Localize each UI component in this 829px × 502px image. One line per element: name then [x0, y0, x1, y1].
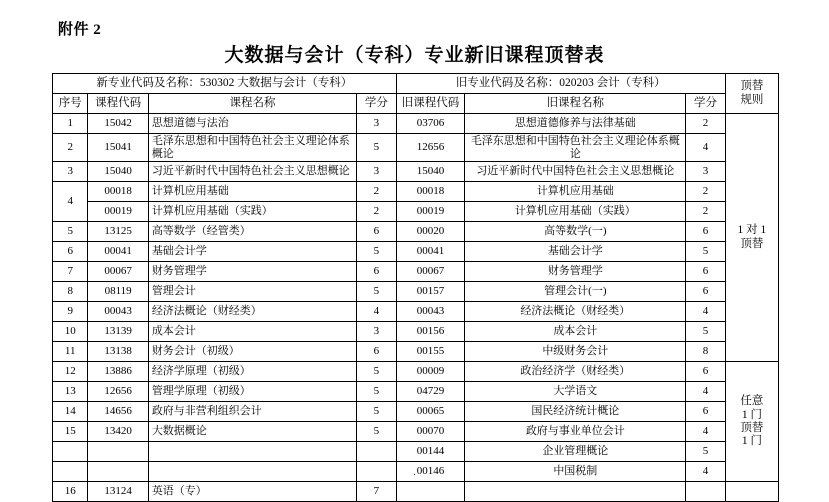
cell-old-code: 00065	[396, 402, 465, 422]
cell-old-name: 国民经济统计概论	[465, 402, 686, 422]
cell-old-code: 00018	[396, 182, 465, 202]
cell-old-credit: 5	[686, 442, 726, 462]
cell-old-code: 12656	[396, 134, 465, 162]
cell-new-code: 15040	[88, 162, 148, 182]
cell-old-name: 财务管理学	[465, 262, 686, 282]
cell-new-credit: 4	[357, 302, 397, 322]
cell-new-code: 00067	[88, 262, 148, 282]
cell-seq: 1	[53, 114, 88, 134]
cell-new-name: 财务会计（初级）	[148, 342, 356, 362]
cell-new-name: 财务管理学	[148, 262, 356, 282]
cell-old-name: 管理会计(一)	[465, 282, 686, 302]
cell-old-code: 00157	[396, 282, 465, 302]
cell-new-credit: 3	[357, 162, 397, 182]
table-row	[53, 382, 779, 402]
cell-old-credit: 6	[686, 222, 726, 242]
cell-old-code: 00019	[396, 202, 465, 222]
cell-new-credit: 2	[357, 202, 397, 222]
cell-old-name: 中级财务会计	[465, 342, 686, 362]
cell-seq: 8	[53, 282, 88, 302]
table-row	[53, 162, 779, 182]
cell-new-code: 00018	[88, 182, 148, 202]
cell-new-credit: 2	[357, 182, 397, 202]
cell-old-credit: 4	[686, 462, 726, 482]
table-row	[53, 222, 779, 242]
table-row	[53, 114, 779, 134]
cell-old-credit	[686, 482, 726, 502]
column-header-old-code: 旧课程代码	[396, 94, 465, 114]
cell-old-name: 企业管理概论	[465, 442, 686, 462]
table-row	[53, 402, 779, 422]
cell-new-code: 00019	[88, 202, 148, 222]
cell-old-name: 习近平新时代中国特色社会主义思想概论	[465, 162, 686, 182]
attachment-label: 附件 2	[58, 22, 102, 38]
course-substitution-table	[52, 73, 779, 502]
footer-mark: .	[413, 466, 416, 478]
rule-text-line2: 1 门	[741, 408, 762, 421]
cell-old-code: 00020	[396, 222, 465, 242]
cell-new-credit: 5	[357, 362, 397, 382]
cell-old-credit: 6	[686, 262, 726, 282]
table-row	[53, 202, 779, 222]
column-header-rule	[725, 74, 778, 114]
table-row	[53, 322, 779, 342]
cell-new-code: 13886	[88, 362, 148, 382]
cell-seq: 14	[53, 402, 88, 422]
cell-old-credit: 4	[686, 134, 726, 162]
cell-new-name: 思想道德与法治	[148, 114, 356, 134]
rule-text-line1: 1 对 1	[737, 224, 767, 237]
cell-old-name: 基础会计学	[465, 242, 686, 262]
cell-old-credit: 2	[686, 114, 726, 134]
table-row	[53, 242, 779, 262]
cell-old-credit: 6	[686, 282, 726, 302]
cell-old-credit: 2	[686, 202, 726, 222]
cell-new-credit: 5	[357, 242, 397, 262]
cell-old-name: 成本会计	[465, 322, 686, 342]
cell-new-name: 毛泽东思想和中国特色社会主义理论体系概论	[148, 134, 356, 162]
cell-seq: 11	[53, 342, 88, 362]
cell-old-code	[396, 482, 465, 502]
cell-old-code: 03706	[396, 114, 465, 134]
cell-new-code: 15041	[88, 134, 148, 162]
cell-new-name: 大数据概论	[148, 422, 356, 442]
cell-new-code: 13124	[88, 482, 148, 502]
cell-new-name: 经济法概论（财经类）	[148, 302, 356, 322]
cell-new-name: 管理学原理（初级）	[148, 382, 356, 402]
cell-new-code: 15042	[88, 114, 148, 134]
table-row	[53, 422, 779, 442]
cell-new-credit: 7	[357, 482, 397, 502]
cell-old-code: 00155	[396, 342, 465, 362]
cell-new-name: 成本会计	[148, 322, 356, 342]
cell-seq: 4	[53, 182, 88, 222]
column-header-seq: 序号	[53, 94, 88, 114]
cell-old-credit: 5	[686, 322, 726, 342]
cell-old-credit: 8	[686, 342, 726, 362]
cell-rule-one-to-one	[725, 114, 778, 362]
cell-old-name: 计算机应用基础	[465, 182, 686, 202]
cell-new-name: 高等数学（经管类）	[148, 222, 356, 242]
cell-new-code: 13138	[88, 342, 148, 362]
cell-new-credit: 5	[357, 422, 397, 442]
cell-seq	[53, 442, 88, 462]
cell-new-code: 00041	[88, 242, 148, 262]
cell-new-name: 计算机应用基础	[148, 182, 356, 202]
cell-old-code: 00070	[396, 422, 465, 442]
table-row	[53, 442, 779, 462]
cell-new-credit: 3	[357, 322, 397, 342]
cell-old-name: 毛泽东思想和中国特色社会主义理论体系概论	[465, 134, 686, 162]
cell-old-credit: 2	[686, 182, 726, 202]
table-column-header-row	[53, 94, 779, 114]
rule-text-line4: 1 门	[741, 435, 762, 447]
cell-new-code: 08119	[88, 282, 148, 302]
cell-new-credit: 6	[357, 262, 397, 282]
cell-new-code: 00043	[88, 302, 148, 322]
cell-new-code: 13125	[88, 222, 148, 242]
cell-old-code: 00156	[396, 322, 465, 342]
column-header-new-code: 课程代码	[88, 94, 148, 114]
cell-old-name	[465, 482, 686, 502]
cell-new-code: 13139	[88, 322, 148, 342]
cell-old-code: 00067	[396, 262, 465, 282]
column-header-old-name: 旧课程名称	[465, 94, 686, 114]
cell-old-code: 00043	[396, 302, 465, 322]
cell-old-code: 00041	[396, 242, 465, 262]
cell-old-name: 计算机应用基础（实践）	[465, 202, 686, 222]
table-row	[53, 262, 779, 282]
cell-old-name: 经济法概论（财经类）	[465, 302, 686, 322]
cell-old-credit: 6	[686, 362, 726, 382]
column-header-old-credit: 学分	[686, 94, 726, 114]
cell-seq: 13	[53, 382, 88, 402]
cell-new-name: 计算机应用基础（实践）	[148, 202, 356, 222]
table-row	[53, 482, 779, 502]
table-row	[53, 182, 779, 202]
table-row	[53, 302, 779, 322]
cell-new-name: 经济学原理（初级）	[148, 362, 356, 382]
cell-old-credit: 3	[686, 162, 726, 182]
cell-old-code: 04729	[396, 382, 465, 402]
table-row	[53, 362, 779, 382]
page-title: 大数据与会计（专科）专业新旧课程顶替表	[224, 45, 605, 66]
table-row	[53, 134, 779, 162]
table-group-header-row	[53, 74, 779, 94]
cell-new-name	[148, 442, 356, 462]
cell-new-code	[88, 442, 148, 462]
cell-seq: 9	[53, 302, 88, 322]
cell-seq: 15	[53, 422, 88, 442]
cell-new-credit: 5	[357, 402, 397, 422]
cell-new-name: 习近平新时代中国特色社会主义思想概论	[148, 162, 356, 182]
cell-seq: 2	[53, 134, 88, 162]
rule-text-line1: 任意	[740, 395, 764, 408]
cell-seq: 3	[53, 162, 88, 182]
cell-old-name: 政治经济学（财经类）	[465, 362, 686, 382]
cell-seq: 5	[53, 222, 88, 242]
cell-seq: 16	[53, 482, 88, 502]
cell-new-name: 管理会计	[148, 282, 356, 302]
group-header-new: 新专业代码及名称：530302 大数据与会计（专科）	[53, 74, 397, 94]
rule-text-line2: 顶替	[740, 237, 764, 250]
cell-new-code: 13420	[88, 422, 148, 442]
table-row	[53, 342, 779, 362]
cell-old-credit: 4	[686, 382, 726, 402]
cell-old-name: 高等数学(一)	[465, 222, 686, 242]
column-header-new-name: 课程名称	[148, 94, 356, 114]
rule-header-line2: 规则	[740, 93, 764, 106]
cell-new-credit: 3	[357, 114, 397, 134]
cell-rule-any-one	[725, 362, 778, 482]
cell-new-credit: 5	[357, 282, 397, 302]
cell-new-credit: 6	[357, 342, 397, 362]
cell-old-code: 00146	[396, 462, 465, 482]
cell-new-credit: 5	[357, 382, 397, 402]
cell-new-code: 12656	[88, 382, 148, 402]
cell-seq: 6	[53, 242, 88, 262]
cell-new-credit: 5	[357, 134, 397, 162]
cell-seq: 12	[53, 362, 88, 382]
cell-new-credit	[357, 442, 397, 462]
cell-new-credit: 6	[357, 222, 397, 242]
cell-rule-empty	[725, 482, 778, 502]
cell-old-code: 15040	[396, 162, 465, 182]
cell-old-name: 政府与事业单位会计	[465, 422, 686, 442]
cell-new-name: 基础会计学	[148, 242, 356, 262]
rule-header-line1: 顶替	[740, 80, 764, 93]
cell-old-name: 中国税制	[465, 462, 686, 482]
cell-seq: 10	[53, 322, 88, 342]
cell-new-code: 14656	[88, 402, 148, 422]
table-row	[53, 282, 779, 302]
cell-new-name: 政府与非营利组织会计	[148, 402, 356, 422]
group-header-old: 旧专业代码及名称：020203 会计（专科）	[396, 74, 725, 94]
cell-old-code: 00144	[396, 442, 465, 462]
cell-new-name: 英语（专）	[148, 482, 356, 502]
cell-old-credit: 6	[686, 402, 726, 422]
cell-old-name: 思想道德修养与法律基础	[465, 114, 686, 134]
cell-old-credit: 5	[686, 242, 726, 262]
cell-old-name: 大学语文	[465, 382, 686, 402]
column-header-new-credit: 学分	[357, 94, 397, 114]
cell-seq: 7	[53, 262, 88, 282]
cell-old-credit: 4	[686, 302, 726, 322]
rule-text-line3: 顶替	[740, 421, 764, 434]
cell-old-code: 00009	[396, 362, 465, 382]
cell-old-credit: 4	[686, 422, 726, 442]
